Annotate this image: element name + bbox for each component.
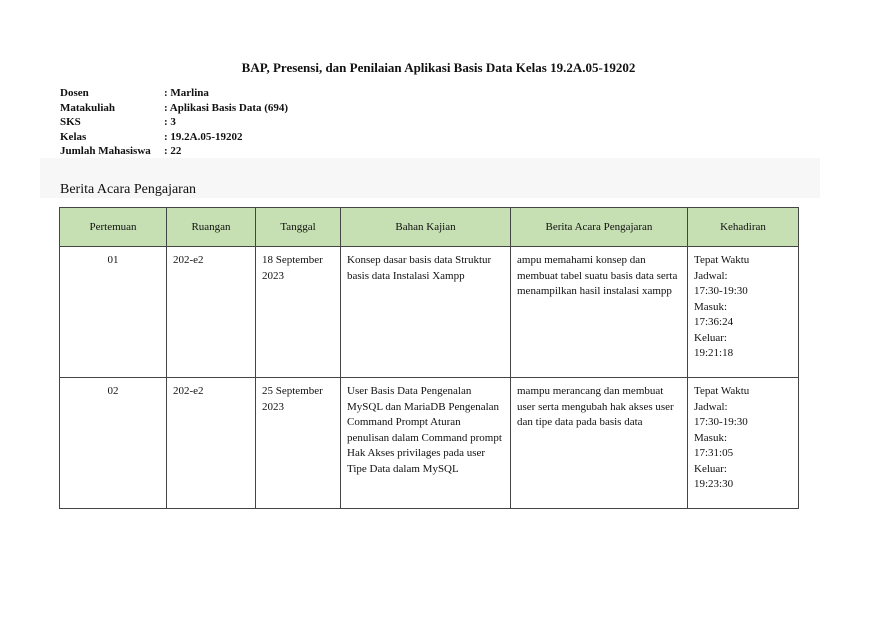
cell-tanggal: 25 September 2023 <box>256 378 341 509</box>
info-row-jumlah-mahasiswa <box>60 144 288 159</box>
course-info <box>60 86 288 159</box>
cell-bahan-kajian: User Basis Data Pengenalan MySQL dan MariaDB Pengenalan Command Prompt Aturan penulisan dalam Command prompt Hak Akses privilages pada user Tipe Data dalam MySQL <box>341 378 511 509</box>
column-header-kehadiran: Kehadiran <box>688 208 799 247</box>
cell-bahan-kajian: Konsep dasar basis data Struktur basis data Instalasi Xampp <box>341 247 511 378</box>
section-title: Berita Acara Pengajaran <box>60 182 197 197</box>
cell-kehadiran: Tepat Waktu Jadwal: 17:30-19:30 Masuk: 17:36:24 Keluar: 19:21:18 <box>688 247 799 378</box>
cell-pertemuan: 02 <box>60 378 167 509</box>
cell-tanggal: 18 September 2023 <box>256 247 341 378</box>
column-header-ruangan: Ruangan <box>167 208 256 247</box>
info-value: : Marlina <box>164 87 209 99</box>
info-value: : Aplikasi Basis Data (694) <box>164 101 289 114</box>
cell-kehadiran: Tepat Waktu Jadwal: 17:30-19:30 Masuk: 17:31:05 Keluar: 19:23:30 <box>688 378 799 509</box>
table-row <box>60 378 799 509</box>
document-title: BAP, Presensi, dan Penilaian Aplikasi Basis Data Kelas 19.2A.05-19202 <box>241 60 636 75</box>
info-row-kelas <box>60 130 288 145</box>
info-value: : 22 <box>164 145 182 157</box>
table-header-row <box>60 208 799 247</box>
info-row-sks <box>60 115 288 130</box>
info-label: Jumlah Mahasiswa <box>60 145 151 157</box>
cell-ruangan: 202-e2 <box>167 378 256 509</box>
cell-pertemuan: 01 <box>60 247 167 378</box>
bap-table <box>59 207 799 509</box>
info-label: Dosen <box>60 87 89 99</box>
info-label: Matakuliah <box>60 101 116 114</box>
column-header-berita-acara: Berita Acara Pengajaran <box>511 208 688 247</box>
column-header-tanggal: Tanggal <box>256 208 341 247</box>
info-label: Kelas <box>60 130 87 143</box>
info-label: SKS <box>60 116 81 128</box>
info-row-dosen <box>60 86 288 101</box>
table-row <box>60 247 799 378</box>
column-header-pertemuan: Pertemuan <box>60 208 167 247</box>
cell-berita-acara: mampu merancang dan membuat user serta mengubah hak akses user dan tipe data pada basis data <box>511 378 688 509</box>
column-header-bahan-kajian: Bahan Kajian <box>341 208 511 247</box>
cell-berita-acara: ampu memahami konsep dan membuat tabel suatu basis data serta menampilkan hasil instalasi xampp <box>511 247 688 378</box>
cell-ruangan: 202-e2 <box>167 247 256 378</box>
info-value: : 19.2A.05-19202 <box>164 130 243 143</box>
info-row-matakuliah <box>60 101 288 116</box>
info-value: : 3 <box>164 116 176 128</box>
